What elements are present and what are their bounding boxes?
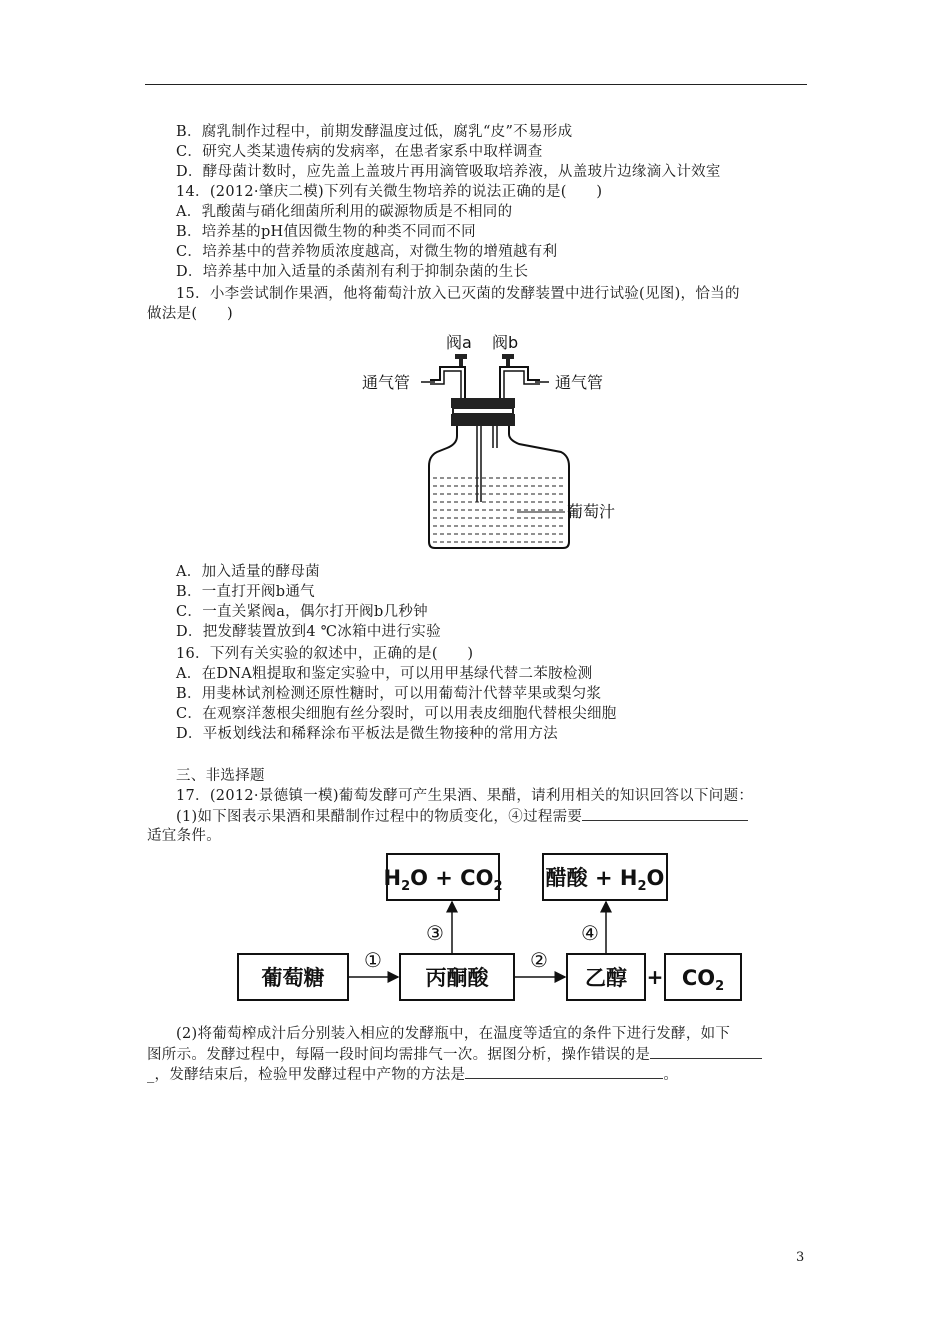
option-14c: C．培养基中的营养物质浓度越高，对微生物的增殖越有利 bbox=[176, 244, 558, 260]
option-16a: A．在DNA粗提取和鉴定实验中，可以用甲基绿代替二苯胺检测 bbox=[176, 666, 593, 682]
answer-blank-1[interactable] bbox=[582, 806, 748, 821]
step-2-label: ② bbox=[530, 948, 548, 972]
valve-a-label: 阀a bbox=[446, 333, 472, 352]
option-13b: B．腐乳制作过程中，前期发酵温度过低，腐乳“皮”不易形成 bbox=[176, 124, 573, 140]
glucose-box: 葡萄糖 bbox=[261, 966, 325, 990]
option-13d: D．酵母菌计数时，应先盖上盖玻片再用滴管吸取培养液，从盖玻片边缘滴入计效室 bbox=[176, 164, 721, 180]
question-17-part2-end: _，发酵结束后，检验甲发酵过程中产物的方法是 。 bbox=[147, 1064, 678, 1085]
plus-sign: + bbox=[646, 965, 664, 989]
juice-label: 葡萄汁 bbox=[567, 502, 616, 521]
option-16b: B．用斐林试剂检测还原性糖时，可以用葡萄汁代替苹果或梨匀浆 bbox=[176, 686, 602, 702]
option-15d: D．把发酵装置放到4 ℃冰箱中进行实验 bbox=[176, 624, 441, 640]
option-13c: C．研究人类某遗传病的发病率，在患者家系中取样调查 bbox=[176, 144, 543, 160]
question-17-part1: (1)如下图表示果酒和果醋制作过程中的物质变化，④过程需要 bbox=[176, 806, 748, 827]
header-rule bbox=[145, 84, 807, 85]
question-17: 17．(2012·景德镇一模)葡萄发酵可产生果酒、果醋，请利用相关的知识回答以下问题： bbox=[176, 788, 754, 804]
ethanol-box: 乙醇 bbox=[585, 966, 627, 990]
option-15b: B．一直打开阀b通气 bbox=[176, 584, 315, 600]
question-15-cont: 做法是( ) bbox=[147, 306, 233, 322]
valve-b-label: 阀b bbox=[492, 333, 519, 352]
option-15c: C．一直关紧阀a，偶尔打开阀b几秒钟 bbox=[176, 604, 428, 620]
co2-box: $CO_2$ bbox=[681, 966, 725, 994]
left-tube-label: 通气管 bbox=[362, 373, 411, 392]
option-14a: A．乳酸菌与硝化细菌所利用的碳源物质是不相同的 bbox=[176, 204, 513, 220]
answer-blank-2[interactable] bbox=[650, 1044, 762, 1059]
question-14: 14．(2012·肇庆二模)下列有关微生物培养的说法正确的是( ) bbox=[176, 184, 603, 200]
pyruvate-box: 丙酮酸 bbox=[425, 966, 489, 990]
option-16c: C．在观察洋葱根尖细胞有丝分裂时，可以用表皮细胞代替根尖细胞 bbox=[176, 706, 617, 722]
option-15a: A．加入适量的酵母菌 bbox=[176, 564, 320, 580]
step-1-label: ① bbox=[364, 948, 382, 972]
h2o-co2-box: $H_2O + CO_2$ bbox=[383, 866, 503, 894]
option-14b: B．培养基的pH值因微生物的种类不同而不同 bbox=[176, 224, 476, 240]
step-3-label: ③ bbox=[426, 921, 444, 945]
question-17-part2: (2)将葡萄榨成汁后分别装入相应的发酵瓶中，在温度等适宜的条件下进行发酵，如下 bbox=[176, 1026, 731, 1042]
acetic-acid-box: 醋酸 + $H_2O$ bbox=[545, 866, 665, 894]
question-16: 16．下列有关实验的叙述中，正确的是( ) bbox=[176, 646, 474, 662]
section-heading: 三、非选择题 bbox=[176, 768, 265, 784]
right-tube-label: 通气管 bbox=[555, 373, 604, 392]
fermentation-flow-diagram bbox=[230, 848, 750, 1008]
option-16d: D．平板划线法和稀释涂布平板法是微生物接种的常用方法 bbox=[176, 726, 558, 742]
option-14d: D．培养基中加入适量的杀菌剂有利于抑制杂菌的生长 bbox=[176, 264, 529, 280]
fermentation-apparatus-figure bbox=[355, 326, 645, 558]
question-17-part1-cont: 适宜条件。 bbox=[147, 828, 221, 844]
question-17-part2-cont: 图所示。发酵过程中，每隔一段时间均需排气一次。据图分析，操作错误的是 bbox=[147, 1044, 762, 1065]
answer-blank-3[interactable] bbox=[465, 1064, 663, 1079]
page-number: 3 bbox=[796, 1250, 805, 1265]
step-4-label: ④ bbox=[581, 921, 599, 945]
question-15: 15．小李尝试制作果酒，他将葡萄汁放入已灭菌的发酵装置中进行试验(见图)，恰当的 bbox=[176, 286, 740, 302]
